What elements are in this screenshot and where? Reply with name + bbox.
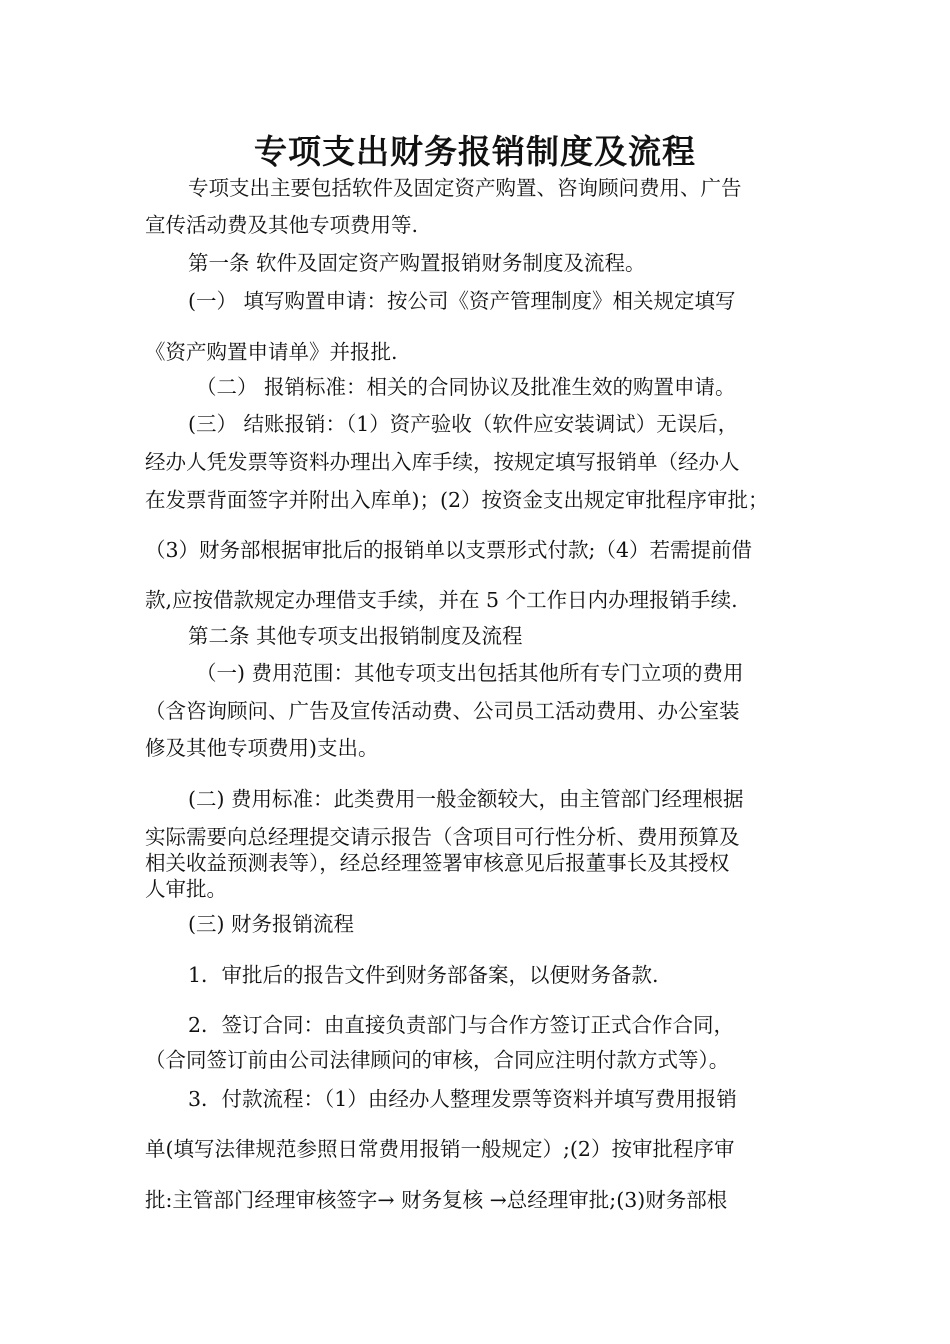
paragraph-line: (一） 填写购置申请：按公司《资产管理制度》相关规定填写 (188, 289, 736, 313)
list-item: 1．审批后的报告文件到财务部备案，以便财务备款. (188, 963, 659, 987)
paragraph-line: 批:主管部门经理审核签字→ 财务复核 →总经理审批;(3)财务部根 (145, 1188, 728, 1212)
list-item: 3．付款流程：（1）由经办人整理发票等资料并填写费用报销 (188, 1087, 737, 1111)
paragraph-line: 《资产购置申请单》并报批. (145, 340, 398, 364)
paragraph-line: 款,应按借款规定办理借支手续，并在 5 个工作日内办理报销手续. (145, 588, 738, 612)
article-heading: 第二条 其他专项支出报销制度及流程 (188, 624, 523, 648)
paragraph-line: (二) 费用标准：此类费用一般金额较大，由主管部门经理根据 (188, 787, 744, 811)
article-heading: 第一条 软件及固定资产购置报销财务制度及流程。 (188, 251, 646, 275)
paragraph-line: 单(填写法律规范参照日常费用报销一般规定）;(2）按审批程序审 (145, 1137, 735, 1161)
paragraph-line: （二） 报销标准：相关的合同协议及批准生效的购置申请。 (196, 375, 736, 399)
paragraph-line: 相关收益预测表等），经总经理签署审核意见后报董事长及其授权 (145, 851, 730, 875)
paragraph-line: 经办人凭发票等资料办理出入库手续，按规定填写报销单（经办人 (145, 450, 740, 474)
list-item: 2．签订合同：由直接负责部门与合作方签订正式合作合同， (188, 1013, 735, 1037)
paragraph-line: 在发票背面签字并附出入库单)；(2）按资金支出规定审批程序审批； (145, 488, 769, 512)
section-heading: (三) 财务报销流程 (188, 912, 355, 936)
document-title: 专项支出财务报销制度及流程 (254, 132, 696, 171)
paragraph-line: （3）财务部根据审批后的报销单以支票形式付款;（4）若需提前借 (145, 538, 752, 562)
paragraph-line: 实际需要向总经理提交请示报告（含项目可行性分析、费用预算及 (145, 825, 740, 849)
paragraph-line: 人审批。 (145, 877, 227, 901)
paragraph-line: 专项支出主要包括软件及固定资产购置、咨询顾问费用、广告 (188, 176, 742, 200)
paragraph-line: （一) 费用范围：其他专项支出包括其他所有专门立项的费用 (196, 661, 744, 685)
paragraph-line: 修及其他专项费用)支出。 (145, 736, 379, 760)
paragraph-line: (三） 结账报销：（1）资产验收（软件应安装调试）无误后， (188, 412, 739, 436)
paragraph-line: （含咨询顾问、广告及宣传活动费、公司员工活动费用、办公室装 (145, 699, 740, 723)
paragraph-line: （合同签订前由公司法律顾问的审核，合同应注明付款方式等）。 (145, 1048, 730, 1072)
paragraph-line: 宣传活动费及其他专项费用等. (145, 213, 419, 237)
